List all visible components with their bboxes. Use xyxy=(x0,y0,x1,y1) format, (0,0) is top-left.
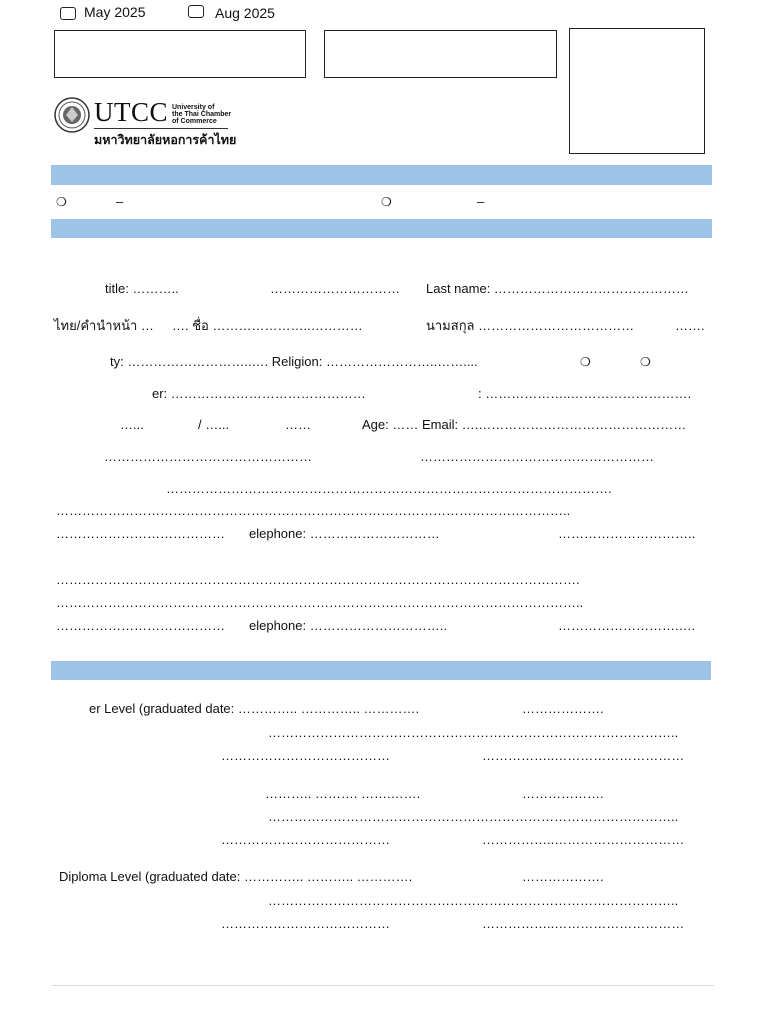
address-line-4[interactable]: ………………………………………………………………………………………………………….. xyxy=(56,595,584,610)
address-line-1[interactable]: …………………………………………………………………………………………. xyxy=(166,481,612,496)
telephone-2-field[interactable]: elephone: ………………………….. xyxy=(249,618,447,633)
education-level-1-line3-left[interactable]: ………………………………… xyxy=(221,748,390,763)
title-field[interactable]: title: ……….. xyxy=(105,281,179,296)
logo-thai-name: มหาวิทยาลัยหอการค้าไทย xyxy=(94,133,237,147)
section-header-band-3 xyxy=(51,661,711,680)
application-number-box[interactable] xyxy=(54,30,306,78)
round-may-checkbox[interactable] xyxy=(60,7,76,20)
program-box[interactable] xyxy=(324,30,557,78)
round-aug-label: Aug 2025 xyxy=(215,5,275,21)
round-may-label: May 2025 xyxy=(84,4,146,20)
thai-title-field[interactable]: ไทย/คำนำหน้า … xyxy=(54,318,154,333)
education-level-1-right[interactable]: ………………. xyxy=(522,701,604,716)
telephone-1-field[interactable]: elephone: ………………………… xyxy=(249,526,440,541)
dob-month-field[interactable]: / …... xyxy=(198,417,230,432)
education-level-3-line3-right[interactable]: ……………..………………………… xyxy=(482,916,685,931)
age-email-field[interactable]: Age: …… Email: ….………………………………………… xyxy=(362,417,687,432)
logo-abbr: UTCC xyxy=(94,97,169,127)
education-level-1[interactable]: er Level (graduated date: ………….. ………….. …………. xyxy=(89,701,420,716)
phone1-left-field[interactable]: ………………………………… xyxy=(56,526,225,541)
photo-box xyxy=(569,28,705,154)
program-radio-2[interactable]: ❍ xyxy=(381,195,392,209)
id-secondary-field[interactable]: : ………………..………………………. xyxy=(478,386,692,401)
row6-left-field[interactable]: ………………………………………… xyxy=(104,449,312,464)
program-radio-1[interactable]: ❍ xyxy=(56,195,67,209)
program-dash-1: – xyxy=(116,194,124,209)
page-bottom-divider xyxy=(52,985,714,986)
dob-day-field[interactable]: …... xyxy=(120,417,144,432)
thai-last-name-tail: ……. xyxy=(675,318,705,333)
gender-radio-1[interactable]: ❍ xyxy=(580,355,591,369)
first-name-field[interactable]: ………………………… xyxy=(270,281,400,296)
phone2-left-field[interactable]: ………………………………… xyxy=(56,618,225,633)
last-name-field[interactable]: Last name: ……………………………………… xyxy=(426,281,689,296)
utcc-seal-icon xyxy=(54,97,90,133)
education-level-2-line3-right[interactable]: ……………..………………………… xyxy=(482,832,685,847)
section-header-band-2 xyxy=(51,219,712,238)
round-aug-checkbox[interactable] xyxy=(188,5,204,18)
education-level-3-right[interactable]: ………………. xyxy=(522,869,604,884)
row6-right-field[interactable]: ……………………………………………… xyxy=(420,449,654,464)
phone2-right-field[interactable]: ……………………….…. xyxy=(558,618,696,633)
education-level-1-line3-right[interactable]: ……………..………………………… xyxy=(482,748,685,763)
id-number-field[interactable]: er: ……………………………………… xyxy=(152,386,366,401)
gender-radio-2[interactable]: ❍ xyxy=(640,355,651,369)
education-level-3-line3-left[interactable]: ………………………………… xyxy=(221,916,390,931)
address-line-3[interactable]: …………………………………………………………………………………………………………. xyxy=(56,572,580,587)
education-level-2-line3-left[interactable]: ………………………………… xyxy=(221,832,390,847)
phone1-right-field[interactable]: ………………………….. xyxy=(558,526,696,541)
education-level-2-line2[interactable]: ………………………………………………………………………………….. xyxy=(268,809,679,824)
utcc-logo xyxy=(54,97,90,136)
address-line-2[interactable]: ……………………………………………………………………………………………………….. xyxy=(56,503,571,518)
dob-year-field[interactable]: …… xyxy=(285,417,311,432)
education-level-2-right[interactable]: ………………. xyxy=(522,786,604,801)
logo-english-name xyxy=(172,104,231,125)
nationality-religion-field[interactable]: ty: ………………………..…. Religion: ……………………..…….... xyxy=(110,354,478,369)
thai-last-name-field[interactable]: นามสกุล ……………………………… xyxy=(426,318,635,333)
education-level-3[interactable]: Diploma Level (graduated date: ………….. ……….. …………. xyxy=(59,869,413,884)
logo-en-line3: of Commerce xyxy=(172,118,217,125)
thai-first-name-field[interactable]: …. ชื่อ …………………..………… xyxy=(172,318,363,333)
section-header-band-1 xyxy=(51,165,712,185)
education-level-2[interactable]: ……….. ………. …….……. xyxy=(265,786,421,801)
education-level-3-line2[interactable]: ………………………………………………………………………………….. xyxy=(268,893,679,908)
logo-divider xyxy=(94,128,228,129)
education-level-1-line2[interactable]: ………………………………………………………………………………….. xyxy=(268,725,679,740)
logo-en-line1: University of xyxy=(172,104,215,111)
program-dash-2: – xyxy=(477,194,485,209)
logo-en-line2: the Thai Chamber xyxy=(172,111,232,118)
